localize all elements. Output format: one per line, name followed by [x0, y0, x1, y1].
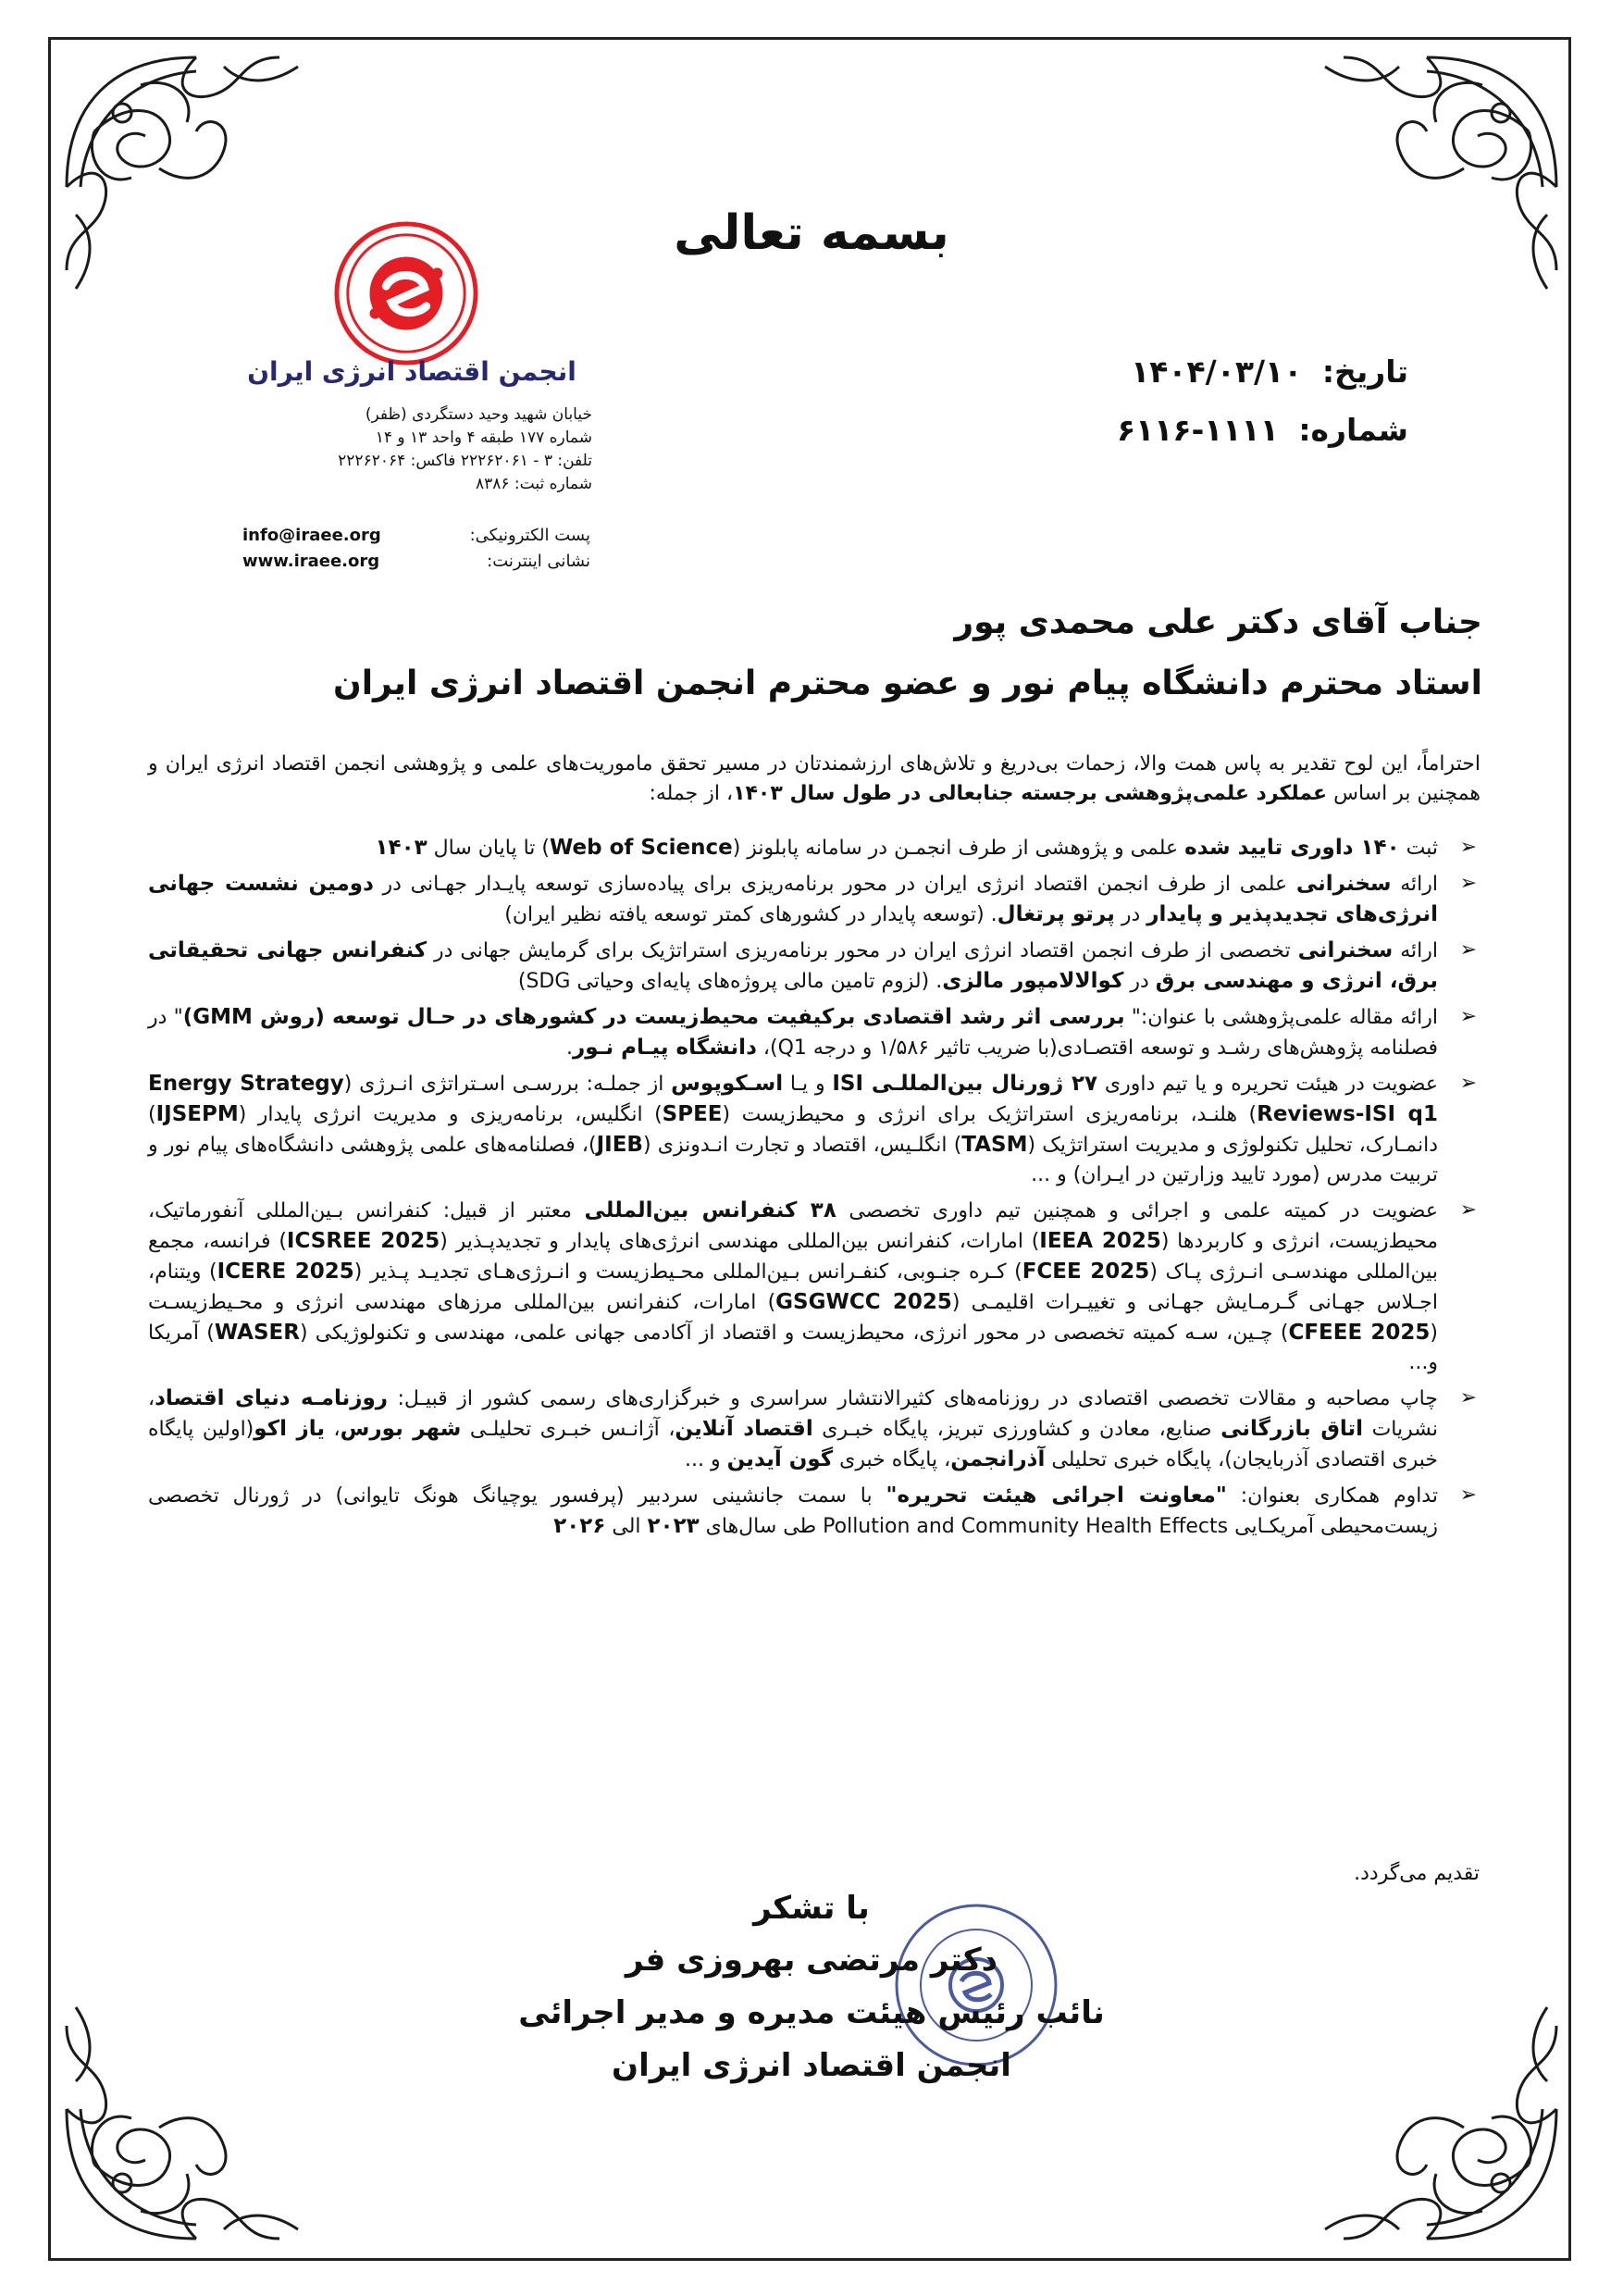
text-segment: ) انگلـیس، اقتصاد و تجارت انـدونزی ( [642, 1134, 962, 1157]
text-segment: ارائه [1391, 873, 1438, 896]
highlighted-text: سخنرانی [1295, 872, 1392, 896]
text-segment: ارائه مقاله علمی‌پژوهشی با عنوان:" [1124, 1006, 1438, 1029]
text-segment: چاپ مصاحبه و مقالات تخصصی اقتصادی در روزنامه‌های کثیرالانتشار سراسری و خبرگزاری‌های رسمی کشور از قبیـل: [388, 1387, 1438, 1410]
text-segment: در [1123, 970, 1156, 993]
highlighted-text: "معاونت اجرائی هیئت تحریره" [886, 1483, 1227, 1508]
highlighted-text: شهر بورس [340, 1417, 462, 1441]
highlighted-text: یاز اکو [254, 1417, 326, 1441]
highlighted-text: Web of Science [549, 836, 733, 860]
text-segment: " در فصلنامه پژوهش‌های رشـد و توسعه اقتصـادی(با ضریب تاثیر ۱/۵۸۶ و درجه Q1)، [148, 1006, 1438, 1060]
signatory-title: نائب رئیس هیئت مدیره و مدیر اجرائی [518, 1994, 1105, 2031]
website-link[interactable]: www.iraee.org [242, 552, 380, 571]
text-segment: در [1114, 903, 1147, 926]
text-segment: ، آژانـس خبـری تحلیلـی [461, 1418, 675, 1441]
achievements-list [148, 833, 1481, 1547]
text-segment: معتبر از قبیل: کنفرانس بـین‌المللی آنفورماتیک، محیط‌زیست، انرژی و کاربردها ( [148, 1199, 1438, 1253]
text-segment: صنایع، معادن و کشاورزی تبریز، پایگاه خبـری [812, 1418, 1221, 1441]
date-label: تاریخ: [1321, 354, 1408, 390]
closing-line: تقدیم می‌گردد. [1354, 1862, 1480, 1885]
text-segment: ) انگلیس، برنامه‌ریزی و مدیریت انرژی پایدار ( [238, 1103, 663, 1126]
organization-address [222, 403, 592, 496]
highlighted-text: گون آیدین [726, 1447, 834, 1471]
highlighted-text: JIEB [596, 1133, 643, 1157]
list-item [148, 1384, 1481, 1475]
text-segment: عضویت در کمیته علمی و اجرائی و همچنین تیم داوری تخصصی [836, 1199, 1438, 1222]
list-item [148, 1069, 1481, 1190]
text-segment: عضویت در هیئت تحریره و یا تیم داوری [1097, 1073, 1439, 1096]
signatory-name: دکتر مرتضی بهروزی فر [625, 1942, 998, 1979]
highlighted-text: FCEE 2025 [1022, 1260, 1150, 1284]
text-segment: ) کـره جنـوبی، کنفـرانس بـین‌المللی محـیط‌زیست و انـرژی‌هـای تجدیـد پـذیر ( [353, 1260, 1022, 1284]
list-item [148, 1002, 1481, 1063]
registration-number: شماره ثبت: ۸۳۸۶ [476, 475, 592, 493]
text-segment: ثبت [1399, 837, 1438, 860]
text-segment: ، [325, 1418, 341, 1441]
highlighted-text: ۳۸ کنفرانس بین‌المللی [584, 1198, 836, 1222]
text-segment: علمی از طرف انجمن اقتصاد انرژی ایران در محور برنامه‌ریزی برای پیاده‌سازی توسعه پایـدار جهـانی در [373, 873, 1296, 896]
text-segment: ، پایگاه خبری [833, 1448, 951, 1471]
list-item [148, 833, 1481, 863]
highlighted-text: دومین نشست جهانی انرژی‌های تجدیدپذیر و پایدار [148, 872, 1438, 926]
text-segment: )، فصلنامه‌های علمی پژوهشی دانشگاه‌های پیام نور و تربیت مدرس (مورد تایید وزارتین در ایـران) و ... [148, 1134, 1438, 1186]
list-item-text [148, 1199, 1438, 1374]
arrow-bullet-icon: ➢ [1459, 872, 1477, 895]
intro-paragraph [148, 750, 1481, 809]
highlighted-text: GSGWCC 2025 [775, 1290, 952, 1314]
highlighted-text: دانشگاه پیـام نـور [573, 1036, 757, 1060]
text-segment: ) آمریکا و... [148, 1322, 1438, 1374]
highlighted-text: SPEE [662, 1102, 723, 1126]
intro-suffix: ، از جمله: [649, 782, 734, 805]
highlighted-text: WASER [214, 1321, 300, 1345]
arrow-bullet-icon: ➢ [1459, 1483, 1477, 1507]
official-seal-stamp [893, 1902, 1059, 2068]
highlighted-text: آذرانجمن [950, 1447, 1046, 1471]
email-label: پست الکترونیکی: [469, 526, 590, 545]
highlighted-text: سخنرانی [1297, 938, 1394, 962]
text-segment: ) امارات، کنفرانس بین‌المللی مهندسی انرژی‌های پایدار و تجدیدپـذیر ( [440, 1230, 1040, 1253]
arrow-bullet-icon: ➢ [1459, 938, 1477, 962]
highlighted-text: Energy Strategy Reviews-ISI q1 [148, 1072, 1438, 1126]
arrow-bullet-icon: ➢ [1459, 836, 1477, 859]
text-segment: ) دانمـارک، تحلیل تکنولوژی و مدیریت استراتژیک ( [148, 1103, 1438, 1157]
text-segment: ارائه [1393, 939, 1439, 962]
text-segment: علمی و پژوهشی از طرف انجمـن در سامانه پابلونز ( [732, 837, 1185, 860]
text-segment: ) چـین، سـه کمیته تخصصی در محور انرژی، محیط‌زیست و اقتصاد از آکادمی جهانی علمی، مهندسی و تکنولوژیکی ( [299, 1322, 1289, 1345]
text-segment: الی [605, 1515, 648, 1538]
highlighted-text: بررسی اثر رشد اقتصادی برکیفیت محیط‌زیست در کشورهای در حـال توسعه (روش GMM) [182, 1005, 1125, 1029]
arrow-bullet-icon: ➢ [1459, 1005, 1477, 1028]
highlighted-text: ۱۴۰۳ [375, 836, 427, 860]
list-item [148, 936, 1481, 997]
highlighted-text: ICSREE 2025 [286, 1229, 440, 1253]
list-item-text [148, 1387, 1438, 1471]
highlighted-text: پرتو پرتغال [997, 902, 1115, 926]
list-item-text [148, 873, 1438, 926]
recipient-name: جناب آقای دکتر علی محمدی پور [954, 603, 1482, 641]
website-label: نشانی اینترنت: [487, 552, 590, 571]
number-value: ۱۱۱۱-۶۱۱۶ [1116, 412, 1279, 448]
arrow-bullet-icon: ➢ [1459, 1386, 1477, 1409]
text-segment: تخصصی از طرف انجمن اقتصاد انرژی ایران در محور برنامه‌ریزی استراتژیک برای گرمایش جهانی در [427, 939, 1298, 962]
highlighted-text: IEEA 2025 [1039, 1229, 1161, 1253]
text-segment: ، نشریات [148, 1387, 1439, 1441]
intro-highlight: عملکرد علمی‌پژوهشی برجسته جنابعالی در طول سال ۱۴۰۳ [733, 782, 1328, 805]
highlighted-text: ۱۴۰ داوری تایید شده [1184, 836, 1400, 860]
address-phone-fax: تلفن: ۳ - ۲۲۲۶۲۰۶۱ فاکس: ۲۲۲۶۲۰۶۴ [338, 452, 592, 470]
arrow-bullet-icon: ➢ [1459, 1198, 1477, 1222]
list-item-text [148, 1006, 1438, 1060]
highlighted-text: کنفرانس جهانی تحقیقاتی برق، انرژی و مهندسی برق [148, 938, 1438, 993]
text-segment: با سمت جانشینی سردبیر (پرفسور یوچیانگ هونگ تایوانی) در ژورنال تخصصی زیست‌محیطی آمریکـایی Pollution and Community Health Effects طی سال‌های [148, 1484, 1438, 1538]
text-segment: (اولین پایگاه خبری اقتصادی آذربایجان)، پایگاه خبری تحلیلی [148, 1418, 1438, 1471]
document-heading: بسمه تعالی [674, 205, 949, 261]
text-segment: . (توسعه پایدار در کشورهای کمتر توسعه یافته نظیر ایران) [504, 903, 997, 926]
text-segment: ) هلنـد، برنامه‌ریزی استراتژیک برای انرژی و محیط‌زیست ( [722, 1103, 1258, 1126]
address-line: شماره ۱۷۷ طبقه ۴ واحد ۱۳ و ۱۴ [375, 428, 592, 447]
intro-text: احتراماً، این لوح تقدیر به پاس همت والا، زحمات بی‌دریغ و تلاش‌های ارزشمندتان در مسیر تحقق ماموریت‌های علمی و پژوهشی انجمن اقتصاد انرژی ایران و همچنین بر اساس [148, 752, 1481, 805]
text-segment: ) فرانسه، مجمع بین‌المللی مهندسـی انـرژی پـاک ( [148, 1230, 1439, 1284]
text-segment: تداوم همکاری بعنوان: [1226, 1484, 1438, 1508]
highlighted-text: اتاق بازرگانی [1220, 1417, 1364, 1441]
organization-name: انجمن اقتصاد انرژی ایران [247, 356, 576, 387]
highlighted-text: اسـکوپوس [671, 1072, 784, 1096]
date-value: ۱۴۰۴/۰۳/۱۰ [1131, 354, 1303, 390]
text-segment: . (لزوم تامین مالی پروژه‌های پایه‌ای وحیاتی SDG) [517, 970, 943, 993]
organization-logo-icon [333, 220, 479, 366]
text-segment: ) تا پایان سال [427, 837, 550, 860]
list-item [148, 1196, 1481, 1378]
highlighted-text: ICERE 2025 [217, 1260, 354, 1284]
list-item [148, 1481, 1481, 1542]
letter-number [1117, 412, 1408, 448]
text-segment: و ... [685, 1448, 727, 1471]
arrow-bullet-icon: ➢ [1459, 1072, 1477, 1095]
highlighted-text: CFEEE 2025 [1288, 1321, 1431, 1345]
recipient-position: استاد محترم دانشگاه پیام نور و عضو محترم انجمن اقتصاد انرژی ایران [332, 664, 1482, 702]
number-label: شماره: [1298, 412, 1408, 448]
highlighted-text: IJSEPM [155, 1102, 239, 1126]
highlighted-text: TASM [961, 1133, 1028, 1157]
list-item-text [148, 1484, 1438, 1538]
list-item-text [376, 837, 1439, 860]
contact-values [242, 523, 427, 575]
address-line: خیابان شهید وحید دستگردی (ظفر) [365, 405, 592, 424]
text-segment: ) ویتنام، اجـلاس جهـانی گـرمـایش جهـانی و تغییـرات اقلیمـی ( [148, 1260, 1438, 1314]
list-item-text [148, 1073, 1438, 1186]
contact-labels [435, 523, 590, 575]
list-item-text [148, 939, 1438, 993]
ornament-corner-top-left [57, 48, 335, 326]
text-segment: . [566, 1036, 573, 1060]
text-segment: از جملـه: بررسـی اسـتراتژی انـرژی ( [343, 1073, 672, 1096]
signature-thanks: با تشکر [753, 1890, 870, 1927]
list-item [148, 869, 1481, 930]
highlighted-text: ۲۷ ژورنال بین‌المللـی ISI [832, 1072, 1098, 1096]
highlighted-text: کوالالامپور مالزی [942, 969, 1124, 993]
highlighted-text: ۲۰۲۳ [647, 1514, 700, 1538]
ornament-corner-top-right [1288, 48, 1566, 326]
highlighted-text: اقتصاد آنلاین [675, 1417, 813, 1441]
text-segment: و یـا [783, 1073, 833, 1096]
text-segment: ) امارات، کنفرانس بین‌المللی مرزهای مهندسی انرژی و محـیط‌زیسـت ( [148, 1291, 1438, 1345]
highlighted-text: روزنامـه دنیای اقتصاد [155, 1386, 389, 1410]
email-link[interactable]: info@iraee.org [242, 526, 381, 545]
letter-date [1131, 354, 1408, 390]
highlighted-text: ۲۰۲۶ [553, 1514, 606, 1538]
signatory-organization: انجمن اقتصاد انرژی ایران [612, 2047, 1011, 2084]
